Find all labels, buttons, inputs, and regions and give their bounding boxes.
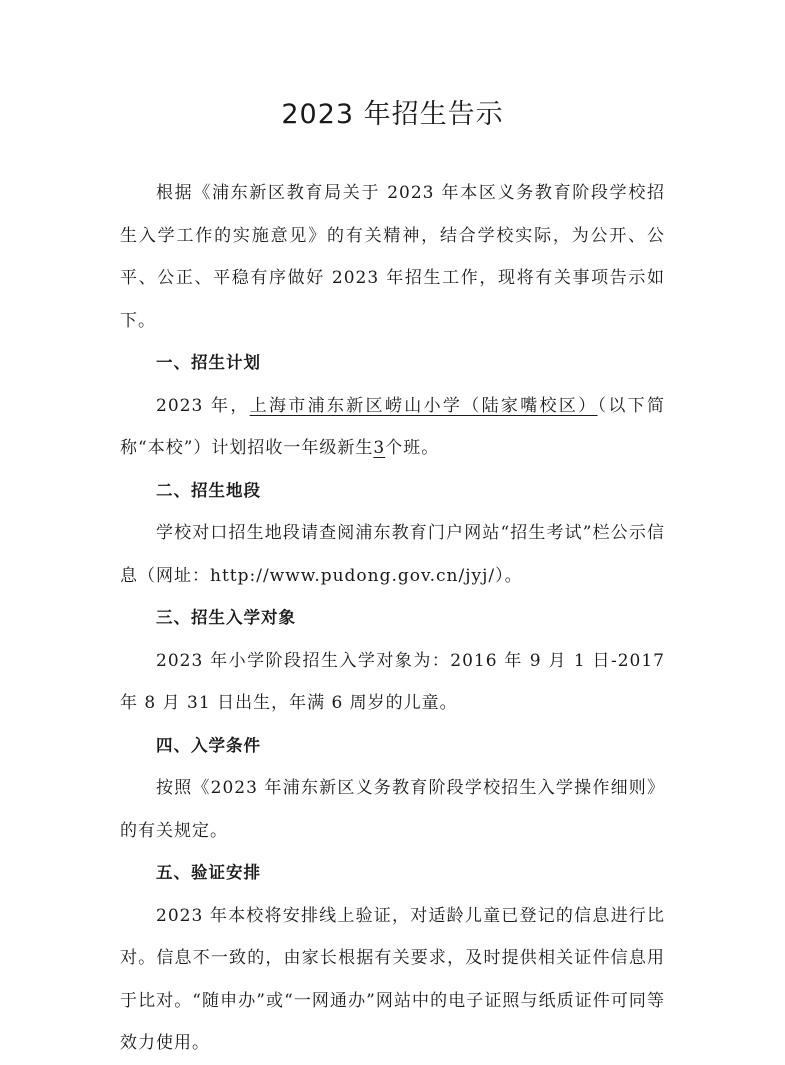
intro-paragraph: 根据《浦东新区教育局关于 2023 年本区义务教育阶段学校招生入学工作的实施意见》的有关精神，结合学校实际，为公开、公平、公正、平稳有序做好 2023 年招生工作，现将有关事项告示如下。 (120, 183, 665, 331)
verification-paragraph: 2023 年本校将安排线上验证，对适龄儿童已登记的信息进行比对。信息不一致的，由家长根据有关要求，及时提供相关证件信息用于比对。“随申办”或“一网通办”网站中的电子证照与纸质证件可同等效力使用。 (120, 905, 665, 1053)
school-name: 上海市浦东新区崂山小学（陆家嘴校区） (249, 395, 598, 416)
page-title: 2023 年招生告示 (281, 99, 504, 130)
section-heading-eligibility: 三、招生入学对象 (156, 608, 296, 627)
plan-suffix: 个班。 (385, 438, 440, 458)
eligibility-paragraph: 2023 年小学阶段招生入学对象为：2016 年 9 月 1 日-2017 年 8 月 31 日出生，年满 6 周岁的儿童。 (120, 650, 665, 713)
conditions-paragraph: 按照《2023 年浦东新区义务教育阶段学校招生入学操作细则》的有关规定。 (120, 778, 665, 841)
section-heading-plan: 一、招生计划 (156, 353, 261, 372)
plan-middle: （以下简称“本校”）计划招收一年级新生 (120, 395, 666, 458)
section-heading-verification: 五、验证安排 (156, 863, 261, 882)
plan-prefix: 2023 年， (156, 395, 250, 416)
section-heading-district: 二、招生地段 (156, 480, 261, 500)
plan-paragraph (120, 385, 665, 470)
district-paragraph: 学校对口招生地段请查阅浦东教育门户网站“招生考试”栏公示信息（网址：http://www.pudong.gov.cn/jyj/）。 (120, 523, 665, 586)
class-count: 3 (373, 438, 386, 458)
section-heading-conditions: 四、入学条件 (156, 735, 261, 755)
document-body (120, 172, 665, 1065)
